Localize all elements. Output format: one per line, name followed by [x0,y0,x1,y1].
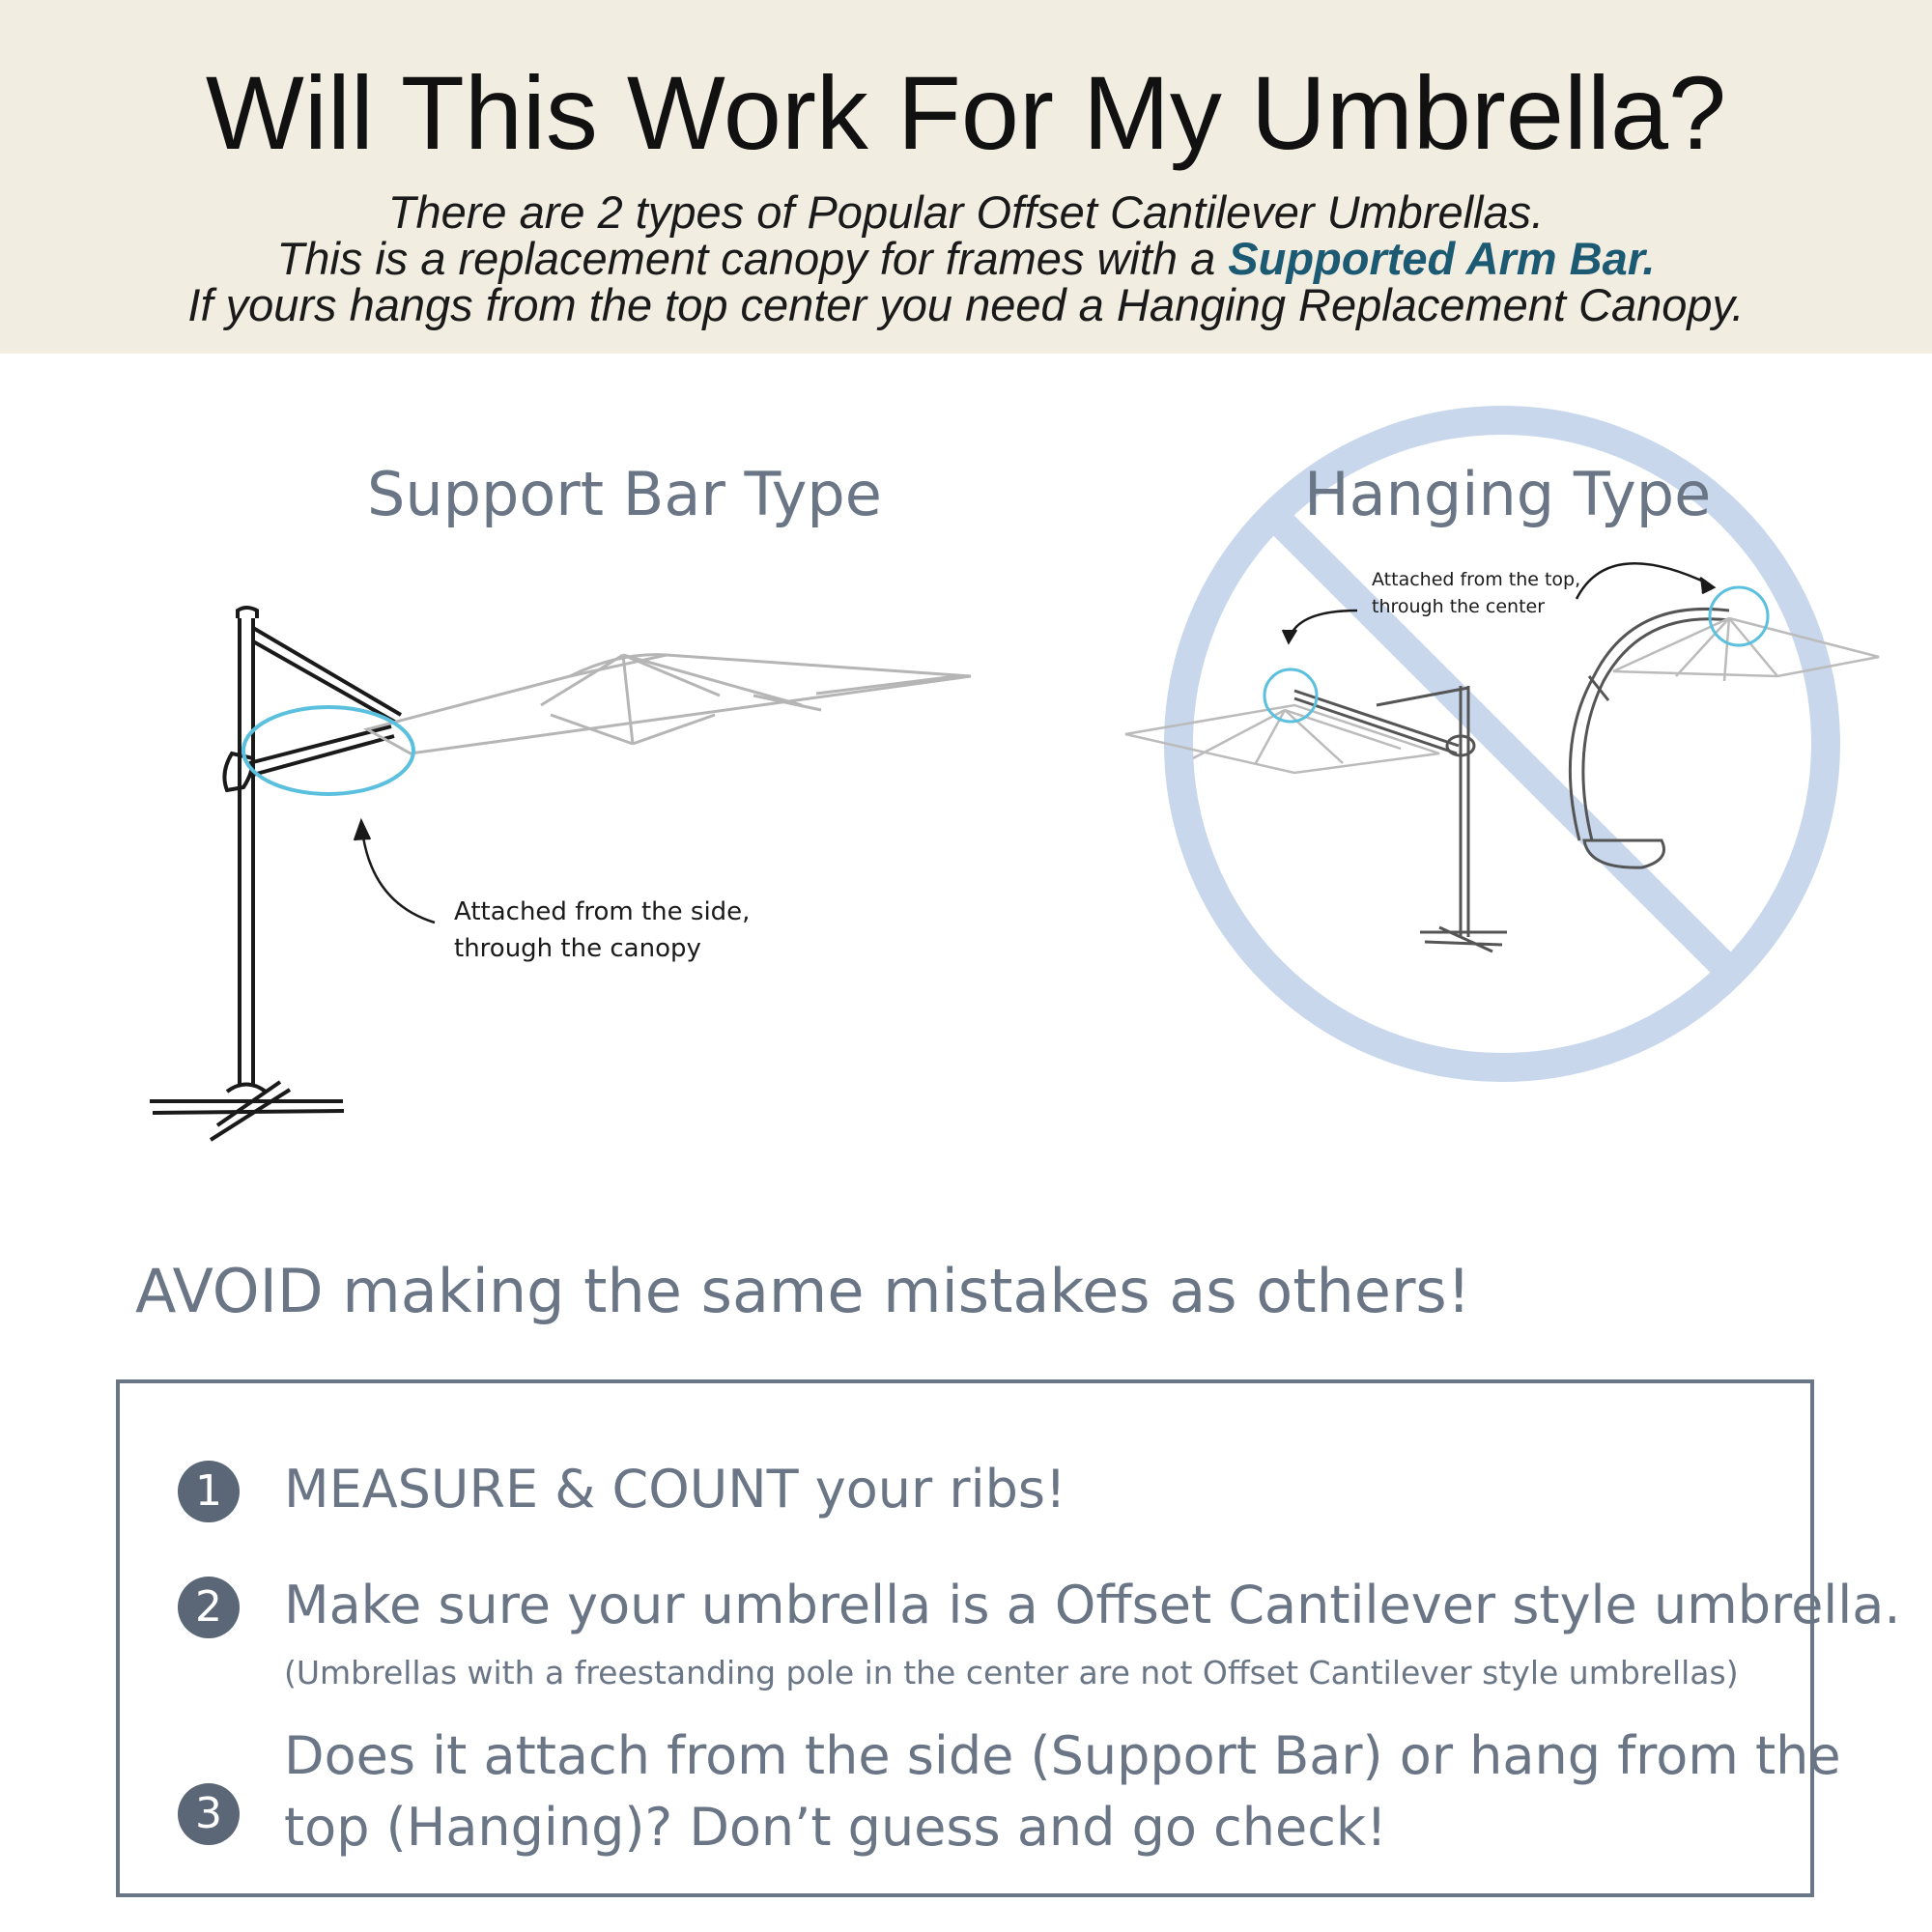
page-title: Will This Work For My Umbrella? [205,54,1727,171]
step-3-badge: 3 [178,1783,240,1845]
subtitle-line-2-text: This is a replacement canopy for frames with a [276,233,1229,284]
step-3-text-line-1: Does it attach from the side (Support Bar) or hang from the [284,1725,1841,1786]
step-2-note: (Umbrellas with a freestanding pole in the center are not Offset Cantilever style umbrellas) [284,1654,1739,1691]
step-3-text-line-2: top (Hanging)? Don’t guess and go check! [284,1797,1387,1858]
subtitle-line-3: If yours hangs from the top center you need a Hanging Replacement Canopy. [187,279,1745,330]
support-bar-umbrella-icon [150,608,401,1140]
step-1-text: MEASURE & COUNT your ribs! [284,1459,1066,1520]
avoid-heading: AVOID making the same mistakes as others! [135,1256,1471,1326]
header-banner [0,0,1932,354]
supported-arm-bar-highlight: Supported Arm Bar. [1228,233,1656,284]
hanging-callout-circle-right [1710,587,1768,645]
curved-arrow-icon [355,821,435,923]
hanging-note-line-1: Attached from the top, [1372,569,1581,590]
support-bar-type-heading: Support Bar Type [367,459,882,529]
hanging-note-line-2: through the center [1372,596,1546,617]
hanging-note [1372,566,1580,620]
support-callout-circle [243,707,413,794]
step-2-text: Make sure your umbrella is a Offset Cantilever style umbrella. [284,1575,1901,1635]
step-2-badge: 2 [178,1577,240,1638]
hanging-canopy-right [1613,618,1879,681]
step-1-badge: 1 [178,1461,240,1522]
support-note-line-1: Attached from the side, [454,897,751,926]
support-note [454,894,750,967]
support-bar-canopy [367,655,971,753]
support-note-line-2: through the canopy [454,934,701,963]
subtitle-line-1: There are 2 types of Popular Offset Cantilever Umbrellas. [387,186,1545,238]
checklist-box [116,1379,1901,1897]
subtitle-line-2 [0,234,1932,284]
hanging-type-heading: Hanging Type [1304,459,1712,529]
